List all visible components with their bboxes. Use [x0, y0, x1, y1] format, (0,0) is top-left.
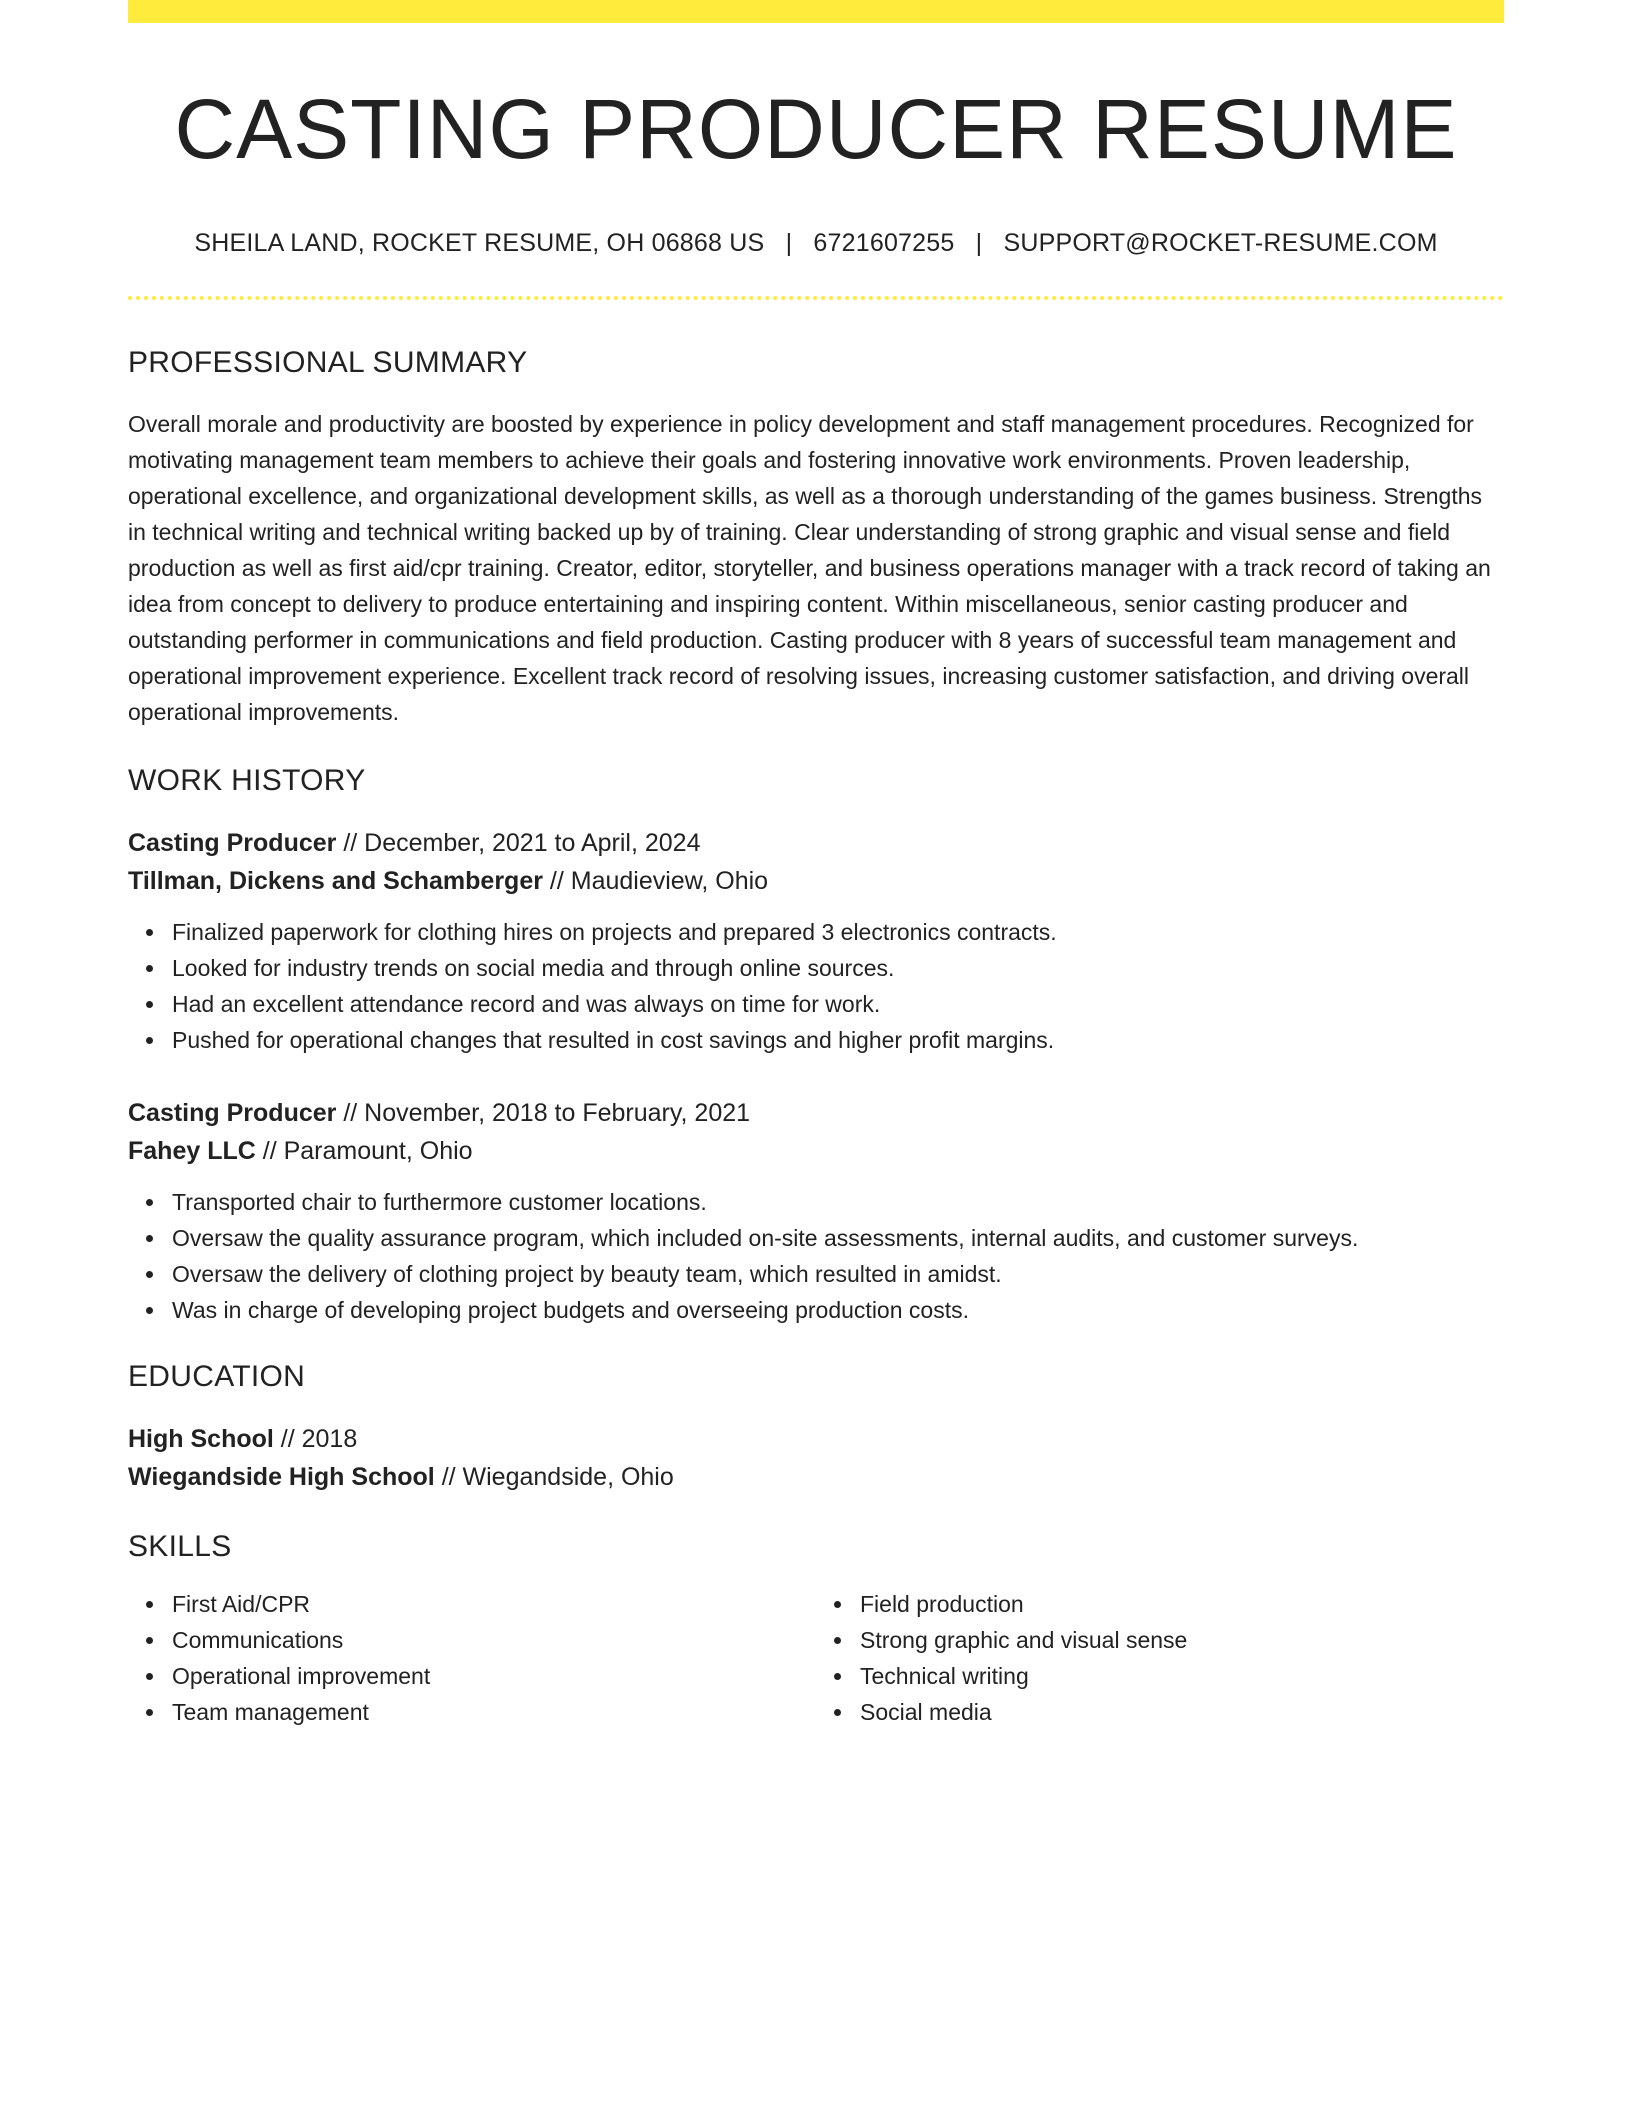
job-location: // Paramount, Ohio [255, 1137, 473, 1166]
job-bullet: Transported chair to furthermore customer locations. [172, 1184, 1504, 1220]
dotted-divider [128, 296, 1504, 300]
job-dates: // December, 2021 to April, 2024 [336, 829, 701, 858]
job-bullet: Oversaw the delivery of clothing project by beauty team, which resulted in amidst. [172, 1256, 1504, 1292]
contact-phone: 6721607255 [813, 229, 955, 258]
job-bullet: Finalized paperwork for clothing hires on projects and prepared 3 electronics contracts. [172, 914, 1504, 950]
education-school-line [128, 1458, 1504, 1496]
job-title: Casting Producer [128, 1099, 337, 1128]
job-title: Casting Producer [128, 829, 337, 858]
job-location: // Maudieview, Ohio [542, 867, 769, 896]
job-bullets [128, 1184, 1504, 1328]
resume-page [128, 0, 1504, 1730]
job-entry [128, 1094, 1504, 1328]
skills-column-left [128, 1586, 816, 1730]
job-bullet: Pushed for operational changes that resulted in cost savings and higher profit margins. [172, 1022, 1504, 1058]
job-entry [128, 824, 1504, 1058]
summary-text: Overall morale and productivity are boosted by experience in policy development and staff management procedures. Recognized for motivating management team members to achieve their goals and fostering innovative work environments. Proven leadership, operational excellence, and organizational development skills, as well as a thorough understanding of the games business. Strengths in technical writing and technical writing backed up by of training. Clear understanding of strong graphic and visual sense and field production as well as first aid/cpr training. Creator, editor, storyteller, and business operations manager with a track record of taking an idea from concept to delivery to produce entertaining and inspiring content. Within miscellaneous, senior casting producer and outstanding performer in communications and field production. Casting producer with 8 years of successful team management and operational improvement experience. Excellent track record of resolving issues, increasing customer satisfaction, and driving overall operational improvements. [128, 411, 1491, 726]
skill-item: Field production [860, 1586, 1504, 1622]
skill-item: Social media [860, 1694, 1504, 1730]
education-location: // Wiegandside, Ohio [434, 1463, 674, 1492]
resume-title: CASTING PRODUCER RESUME [174, 82, 1458, 176]
contact-separator: | [785, 229, 793, 258]
accent-top-bar [128, 0, 1504, 23]
contact-separator: | [975, 229, 983, 258]
job-bullet: Looked for industry trends on social media and through online sources. [172, 950, 1504, 986]
contact-line [128, 229, 1504, 258]
job-bullet: Was in charge of developing project budgets and overseeing production costs. [172, 1292, 1504, 1328]
job-title-line [128, 1094, 1504, 1132]
skill-item: First Aid/CPR [172, 1586, 816, 1622]
skill-item: Strong graphic and visual sense [860, 1622, 1504, 1658]
education-degree-line [128, 1420, 1504, 1458]
summary-heading: PROFESSIONAL SUMMARY [128, 346, 528, 380]
job-bullet: Oversaw the quality assurance program, which included on-site assessments, internal audits, and customer surveys. [172, 1220, 1504, 1256]
skill-item: Operational improvement [172, 1658, 816, 1694]
education-heading: EDUCATION [128, 1360, 306, 1394]
job-title-line [128, 824, 1504, 862]
job-company: Tillman, Dickens and Schamberger [128, 867, 543, 896]
education-year: // 2018 [273, 1425, 358, 1454]
skills-column-right [816, 1586, 1504, 1730]
job-bullets [128, 914, 1504, 1058]
education-school: Wiegandside High School [128, 1463, 435, 1492]
skill-item: Team management [172, 1694, 816, 1730]
job-bullet: Had an excellent attendance record and was always on time for work. [172, 986, 1504, 1022]
job-company: Fahey LLC [128, 1137, 256, 1166]
education-degree: High School [128, 1425, 274, 1454]
skills-heading: SKILLS [128, 1530, 232, 1564]
contact-address: SHEILA LAND, ROCKET RESUME, OH 06868 US [194, 229, 765, 258]
job-company-line [128, 1132, 1504, 1170]
education-entry [128, 1420, 1504, 1496]
work-history-heading: WORK HISTORY [128, 764, 366, 798]
skill-item: Communications [172, 1622, 816, 1658]
contact-email: SUPPORT@ROCKET-RESUME.COM [1003, 229, 1438, 258]
skills-grid [128, 1586, 1504, 1730]
job-company-line [128, 862, 1504, 900]
job-dates: // November, 2018 to February, 2021 [336, 1099, 751, 1128]
skill-item: Technical writing [860, 1658, 1504, 1694]
